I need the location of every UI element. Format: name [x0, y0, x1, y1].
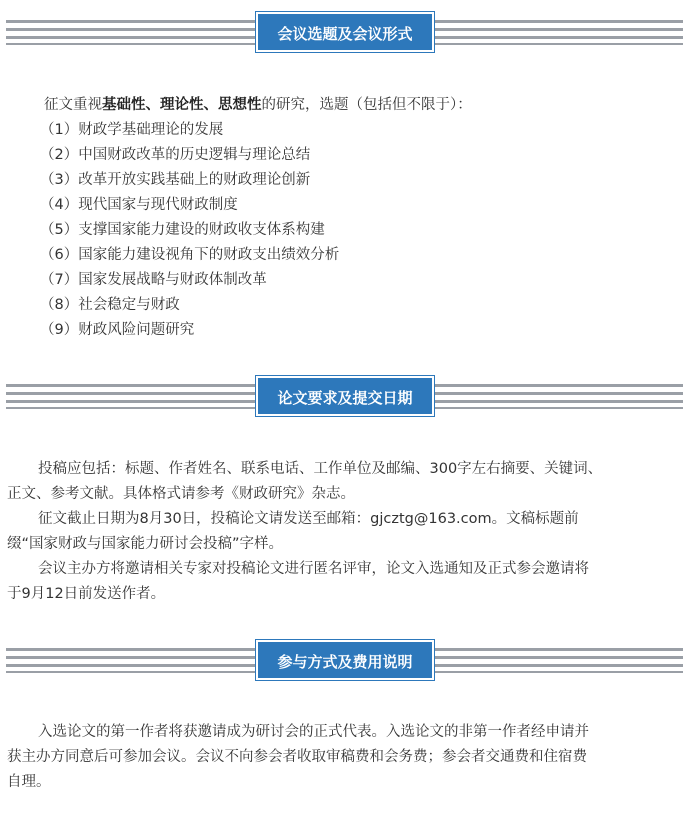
- requirements-line: 征文截止日期为8月30日，投稿论文请发送至邮箱：gjcztg@163.com。文稿标题前: [38, 511, 579, 527]
- requirements-line: 缀“国家财政与国家能力研讨会投稿”字样。: [7, 536, 284, 552]
- topic-item: （5）支撑国家能力建设的财政收支体系构建: [40, 222, 325, 238]
- section-header-topics: [0, 12, 689, 52]
- topic-item: （9）财政风险问题研究: [40, 322, 195, 338]
- participation-line: 自理。: [7, 774, 51, 790]
- topic-item: （3）改革开放实践基础上的财政理论创新: [40, 172, 311, 188]
- topic-item: （6）国家能力建设视角下的财政支出绩效分析: [40, 247, 340, 263]
- topic-item: （2）中国财政改革的历史逻辑与理论总结: [40, 147, 311, 163]
- section-title: 参与方式及费用说明: [256, 640, 434, 680]
- section-title: 论文要求及提交日期: [256, 376, 434, 416]
- requirements-line: 正文、参考文献。具体格式请参考《财政研究》杂志。: [7, 486, 355, 502]
- section-header-participation: [0, 640, 689, 680]
- requirements-line: 投稿应包括：标题、作者姓名、联系电话、工作单位及邮编、300字左右摘要、关键词、: [38, 461, 603, 477]
- requirements-line: 会议主办方将邀请相关专家对投稿论文进行匿名评审，论文入选通知及正式参会邀请将: [38, 561, 589, 577]
- requirements-line: 于9月12日前发送作者。: [7, 586, 166, 602]
- topics-intro: 征文重视基础性、理论性、思想性的研究，选题（包括但不限于）：: [44, 97, 472, 113]
- topic-item: （8）社会稳定与财政: [40, 297, 180, 313]
- participation-line: 入选论文的第一作者将获邀请成为研讨会的正式代表。入选论文的非第一作者经申请并: [38, 724, 589, 740]
- topic-item: （7）国家发展战略与财政体制改革: [40, 272, 267, 288]
- participation-line: 获主办方同意后可参加会议。会议不向参会者收取审稿费和会务费；参会者交通费和住宿费: [7, 749, 587, 765]
- topic-item: （1）财政学基础理论的发展: [40, 122, 224, 138]
- section-header-requirements: [0, 376, 689, 416]
- section-title: 会议选题及会议形式: [256, 12, 434, 52]
- topic-item: （4）现代国家与现代财政制度: [40, 197, 238, 213]
